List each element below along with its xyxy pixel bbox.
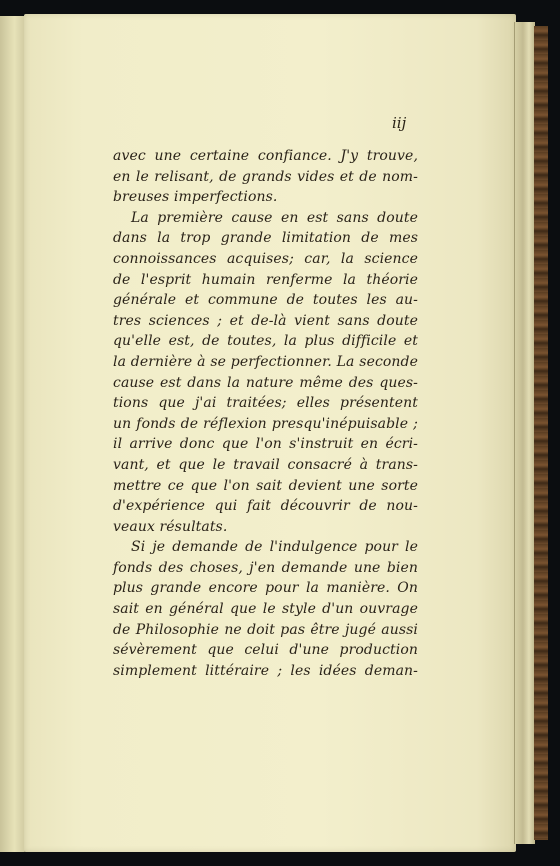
text-line: tions que j'ai traitées; elles présentent	[113, 395, 418, 412]
facing-page-edge	[0, 16, 25, 852]
text-line: sait en général que le style d'un ouvrage	[113, 601, 418, 618]
page-stack-edge	[514, 22, 535, 844]
text-line: vant, et que le travail consacré à trans-	[113, 456, 418, 473]
body-text	[113, 146, 418, 681]
text-line: simplement littéraire ; les idées deman-	[113, 662, 418, 679]
text-line: Si je demande de l'indulgence pour le	[131, 539, 418, 556]
text-line: d'expérience qui fait découvrir de nou-	[113, 498, 418, 515]
text-line: breuses imperfections.	[113, 189, 278, 206]
text-line: veaux résultats.	[113, 518, 228, 535]
text-line: en le relisant, de grands vides et de nom-	[113, 168, 418, 185]
text-line: plus grande encore pour la manière. On	[113, 580, 418, 597]
text-line: la dernière à se perfectionner. La seconde	[113, 353, 418, 370]
text-line: La première cause en est sans doute	[131, 209, 418, 226]
text-line: dans la trop grande limitation de mes	[113, 230, 418, 247]
text-line: il arrive donc que l'on s'instruit en écri-	[113, 436, 418, 453]
text-line: qu'elle est, de toutes, la plus difficile et	[113, 333, 418, 350]
text-line: cause est dans la nature même des ques-	[113, 374, 418, 391]
text-line: avec une certaine confiance. J'y trouve,	[113, 148, 418, 164]
text-line: mettre ce que l'on sait devient une sorte	[113, 477, 418, 494]
book-cover-edge	[534, 26, 548, 840]
page-number: iij	[392, 114, 407, 132]
text-line: de Philosophie ne doit pas être jugé aussi	[113, 621, 418, 638]
text-line: un fonds de réflexion presqu'inépuisable ;	[113, 415, 418, 432]
text-line: fonds des choses, j'en demande une bien	[113, 559, 418, 576]
text-line: connoissances acquises; car, la science	[113, 250, 418, 267]
text-line: tres sciences ; et de-là vient sans doute	[113, 312, 418, 329]
text-line: générale et commune de toutes les au-	[113, 292, 418, 309]
text-line: sévèrement que celui d'une production	[113, 642, 418, 659]
text-line: de l'esprit humain renferme la théorie	[113, 271, 418, 288]
